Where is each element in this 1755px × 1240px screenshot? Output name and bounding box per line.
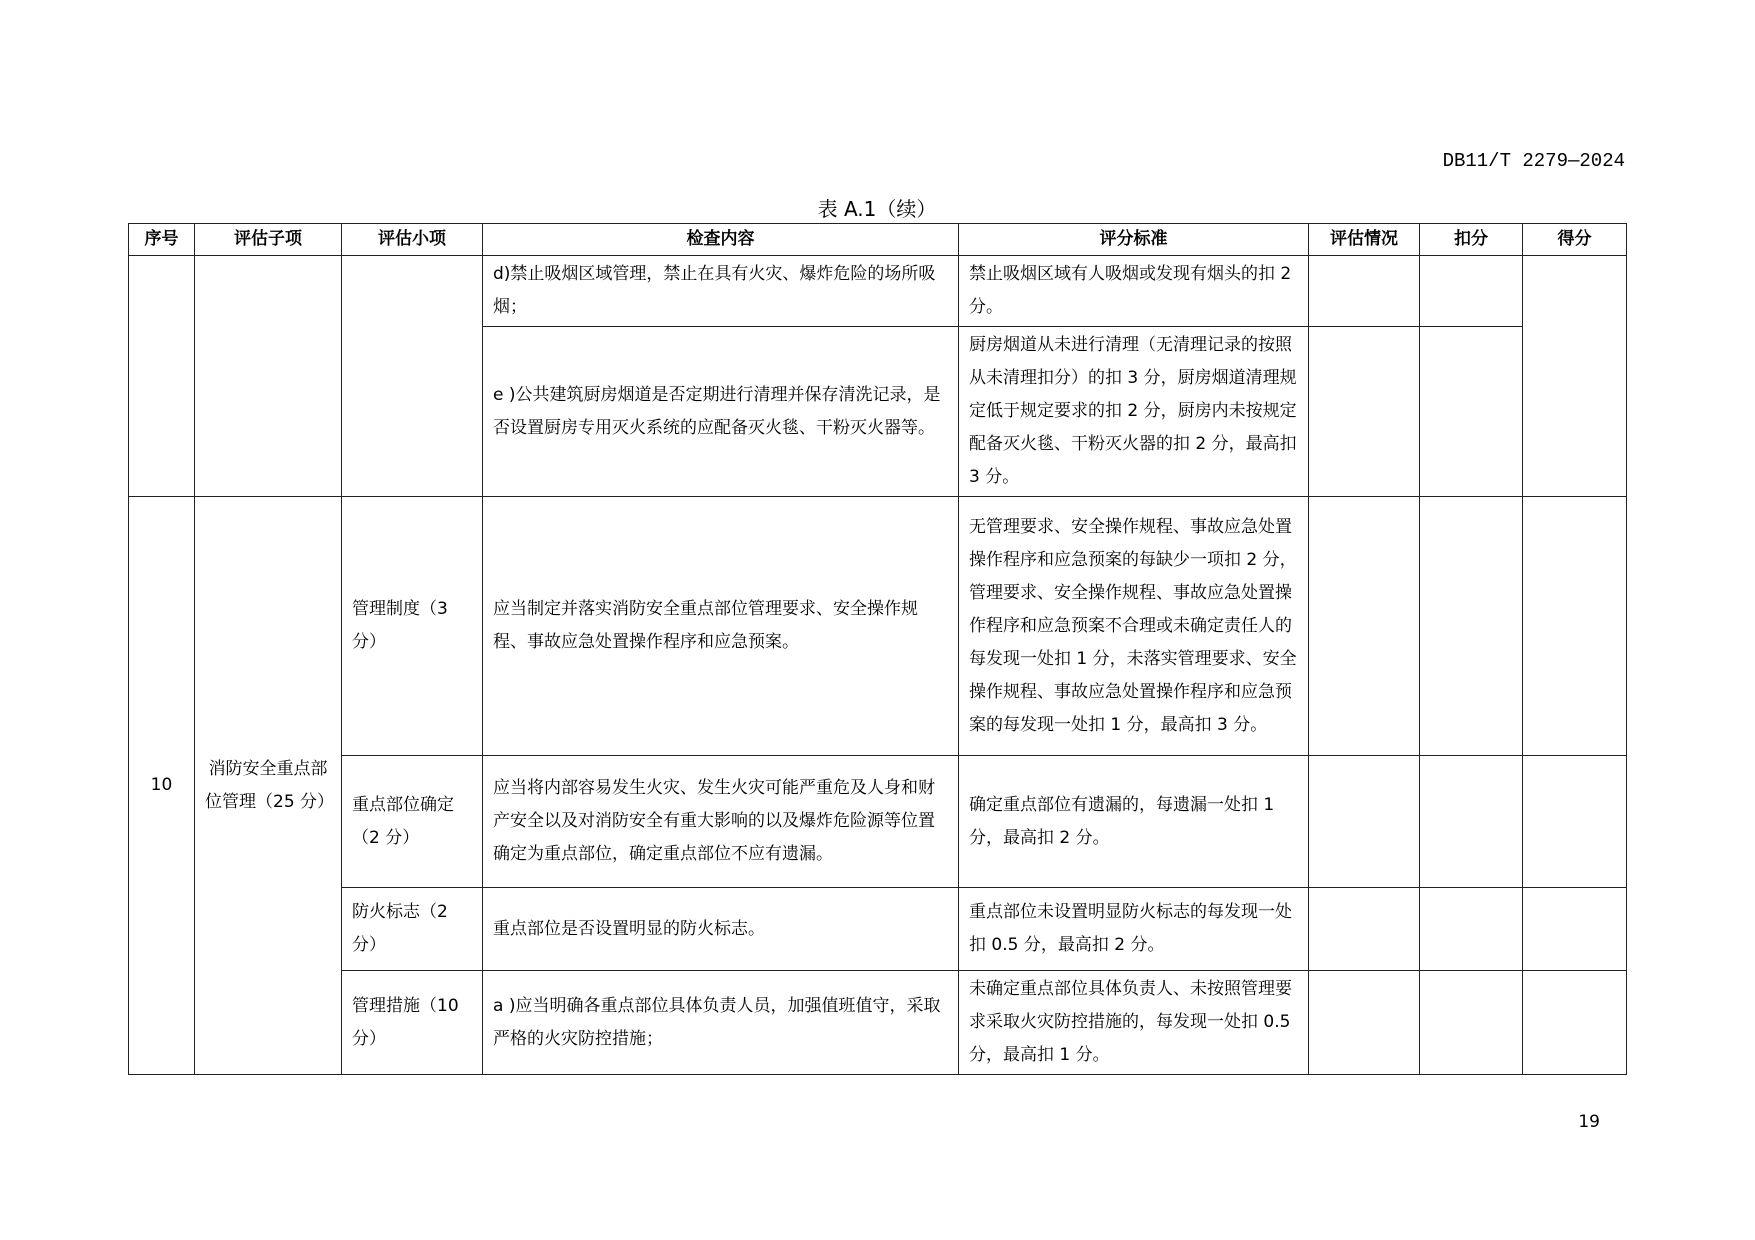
cell-criteria: 禁止吸烟区域有人吸烟或发现有烟头的扣 2 分。 — [959, 256, 1309, 327]
cell-item: 管理制度（3 分） — [342, 497, 483, 756]
cell-sub-item: 消防安全重点部位管理（25 分） — [195, 497, 342, 1075]
table-row — [129, 971, 1627, 1075]
cell-criteria: 未确定重点部位具体负责人、未按照管理要求采取火灾防控措施的，每发现一处扣 0.5 分，最高扣 1 分。 — [959, 971, 1309, 1075]
cell-evaluation[interactable] — [1309, 256, 1420, 327]
page-number: 19 — [1578, 1112, 1600, 1132]
cell-deduction[interactable] — [1420, 756, 1523, 888]
cell-evaluation[interactable] — [1309, 327, 1420, 497]
cell-score[interactable] — [1523, 497, 1627, 756]
cell-sub-item-continued — [195, 256, 342, 497]
table-row — [129, 756, 1627, 888]
cell-item: 管理措施（10 分） — [342, 971, 483, 1075]
cell-no: 10 — [129, 497, 195, 1075]
col-header-deduction: 扣分 — [1420, 224, 1523, 256]
document-code: DB11/T 2279—2024 — [1442, 150, 1625, 172]
cell-content: 应当将内部容易发生火灾、发生火灾可能严重危及人身和财产安全以及对消防安全有重大影响的以及爆炸危险源等位置确定为重点部位，确定重点部位不应有遗漏。 — [483, 756, 959, 888]
cell-evaluation[interactable] — [1309, 971, 1420, 1075]
cell-item-continued — [342, 256, 483, 497]
cell-deduction[interactable] — [1420, 256, 1523, 327]
cell-content: a )应当明确各重点部位具体负责人员，加强值班值守，采取严格的火灾防控措施； — [483, 971, 959, 1075]
col-header-score: 得分 — [1523, 224, 1627, 256]
header-row — [129, 224, 1627, 256]
cell-item: 防火标志（2 分） — [342, 888, 483, 971]
col-header-criteria: 评分标准 — [959, 224, 1309, 256]
cell-score[interactable] — [1523, 756, 1627, 888]
table-row — [129, 497, 1627, 756]
cell-criteria: 厨房烟道从未进行清理（无清理记录的按照从未清理扣分）的扣 3 分，厨房烟道清理规定低于规定要求的扣 2 分，厨房内未按规定配备灭火毯、干粉灭火器的扣 2 分，最高扣 3 分。 — [959, 327, 1309, 497]
cell-deduction[interactable] — [1420, 888, 1523, 971]
cell-content: e )公共建筑厨房烟道是否定期进行清理并保存清洗记录，是否设置厨房专用灭火系统的应配备灭火毯、干粉灭火器等。 — [483, 327, 959, 497]
cell-evaluation[interactable] — [1309, 497, 1420, 756]
cell-item: 重点部位确定（2 分） — [342, 756, 483, 888]
table-row — [129, 256, 1627, 327]
cell-deduction[interactable] — [1420, 327, 1523, 497]
cell-evaluation[interactable] — [1309, 888, 1420, 971]
cell-evaluation[interactable] — [1309, 756, 1420, 888]
col-header-item: 评估小项 — [342, 224, 483, 256]
cell-score[interactable] — [1523, 888, 1627, 971]
cell-content: 重点部位是否设置明显的防火标志。 — [483, 888, 959, 971]
cell-content: 应当制定并落实消防安全重点部位管理要求、安全操作规程、事故应急处置操作程序和应急预案。 — [483, 497, 959, 756]
col-header-no: 序号 — [129, 224, 195, 256]
cell-deduction[interactable] — [1420, 971, 1523, 1075]
cell-criteria: 无管理要求、安全操作规程、事故应急处置操作程序和应急预案的每缺少一项扣 2 分，管理要求、安全操作规程、事故应急处置操作程序和应急预案不合理或未确定责任人的每发现一处扣 1 分，未落实管理要求、安全操作规程、事故应急处置操作程序和应急预案的每发现一处扣 1 分，最高扣 3 分。 — [959, 497, 1309, 756]
cell-criteria: 重点部位未设置明显防火标志的每发现一处扣 0.5 分，最高扣 2 分。 — [959, 888, 1309, 971]
evaluation-table — [128, 223, 1627, 1075]
col-header-evaluation: 评估情况 — [1309, 224, 1420, 256]
col-header-sub-item: 评估子项 — [195, 224, 342, 256]
cell-no-continued — [129, 256, 195, 497]
col-header-content: 检查内容 — [483, 224, 959, 256]
cell-criteria: 确定重点部位有遗漏的，每遗漏一处扣 1 分，最高扣 2 分。 — [959, 756, 1309, 888]
cell-content: d)禁止吸烟区域管理，禁止在具有火灾、爆炸危险的场所吸烟； — [483, 256, 959, 327]
table-row — [129, 888, 1627, 971]
cell-score[interactable] — [1523, 256, 1627, 497]
cell-deduction[interactable] — [1420, 497, 1523, 756]
cell-score[interactable] — [1523, 971, 1627, 1075]
table-title: 表 A.1（续） — [817, 197, 937, 221]
